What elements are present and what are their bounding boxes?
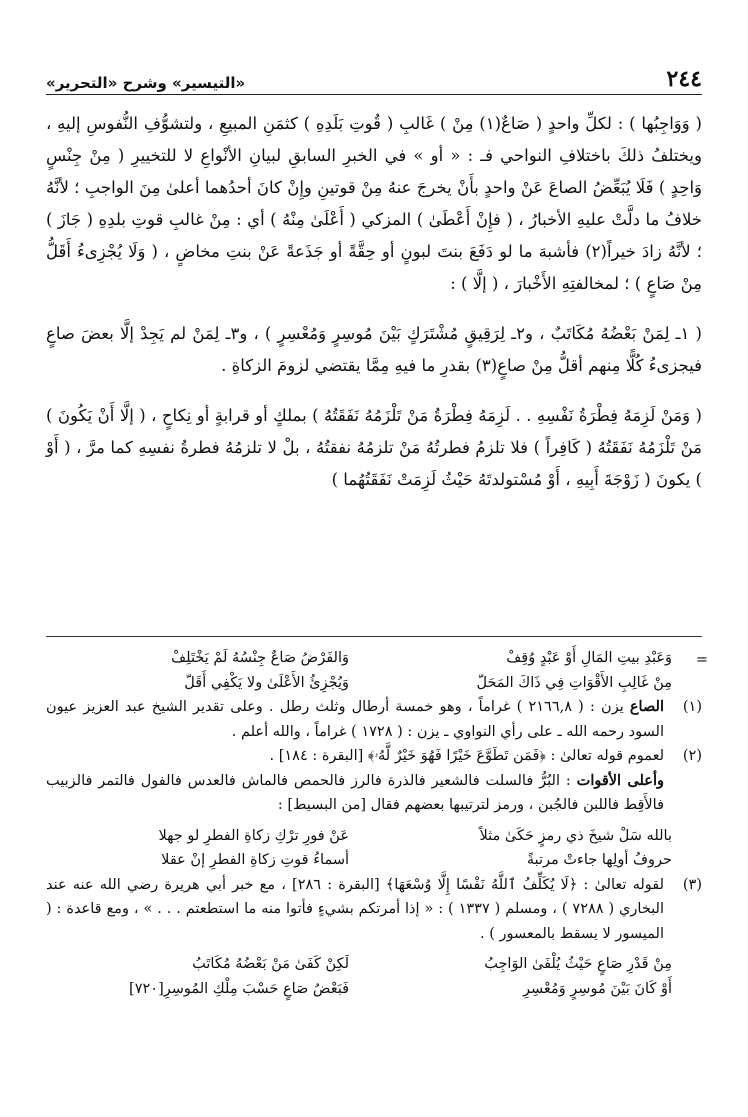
footnote-body: يزن : ( ٢١٦٦,٨ ) غراماً ، وهو خمسة أرطال وثلث رطل . وعلى تقدير الشيخ عبد العزيز عيون السود رحمه الله ـ على رأي النواوي ـ يزن : ( ١٧٢٨ ) غراماً ، والله أعلم .: [46, 699, 664, 740]
verse-hemistich: أَوْ كَانَ بَيْنَ مُوسِرٍ وَمُعْسِرِ: [523, 980, 672, 997]
verse-hemistich: وَالفَرْضُ صَاعٌ جِنْسُهُ لَمْ يَخْتَلِفْ: [171, 650, 349, 666]
footnote-1: [46, 695, 702, 744]
paragraph-obligation: ( وَوَاجِبُها ) : لكلِّ واحدٍ ( صَاعٌ(١) مِنْ ) غَالبِ ( قُوتِ بَلَدِهِ ) كثمَنِ المبيعِ ، ولتشوُّفِ النُّفوسِ إليهِ ، ويختلفُ ذلكَ باختلافِ النواحي فـ : « أو » في الخبرِ السابقِ لبيانِ الأنْواعِ لا للتخييرِ ( مِنْ جِنْسٍ وَاحِدٍ ) فَلَا يُبَعِّضُ الصاعَ عَنْ واحدٍ بأَنْ يخرجَ عنهُ مِنْ قوتينِ وإِنْ كانَ أحدُهما أعلىٰ مِنَ الواجبِ ؛ لأنَّهُ خلافُ ما دلَّتْ عليهِ الأخبارُ ، ( فإِنْ أَعْطَىٰ ) المزكي ( أَعْلَىٰ مِنْهُ ) أي : مِنْ غالبِ قوتِ بلدِهِ ( جَازَ ) ؛ لأنَّهُ زادَ خيراً(٢) فأشبهَ ما لو دَفَعَ بنتَ لبونٍ أو حِقَّةً أو جَذَعةً عَنْ بنتِ مخاضٍ ، ( وَلَا يُجْزِىءُ أَقَلُّ مِنْ صَاعٍ ) ؛ لمخالفتِهِ الأَخْبارَ ، ( إلَّا ) :: [46, 114, 702, 293]
verse-block-1: [46, 646, 702, 695]
footnote-continuation: [46, 646, 708, 695]
footnote-2-continued: [46, 769, 702, 818]
footnote-text: لقوله تعالىٰ : ﴿لَا يُكَلِّفُ ٱللَّهُ نَفْسًا إِلَّا وُسْعَهَا﴾ [البقرة : ٢٨٦] ، مع خبر أبي هريرة رضي الله عنه عند البخاري ( ٧٢٨٨ ) ، ومسلم ( ١٣٣٧ ) : « إذا أمرتكم بشيءٍ فأتوا منه ما استطعتم . . . » ، ومع قاعدة : ( الميسور لا يسقط بالمعسور ) .: [46, 876, 664, 942]
verse-hemistich: وَعَبْدِ بيتِ المَالِ أَوْ عَبْدٍ وُقِفْ: [506, 650, 672, 666]
footnote-number: (٢): [682, 748, 702, 764]
header-rule: [46, 94, 702, 95]
paragraph-dependents: ( وَمَنْ لَزِمَهُ فِطْرَةُ نَفْسِهِ . . لَزِمَهُ فِطْرَةُ مَنْ تَلْزَمُهُ نَفَقَتُهُ ) بملكٍ أو قرابةٍ أو نِكاحٍ ، ( إلَّا أَنْ يَكُونَ ) مَنْ تَلْزَمُهُ نَفَقَتُهُ ( كَافِراً ) فلا تلزمُ فطرتُهُ مَنْ تلزمُهُ نفقتُهُ ، بلْ لا تلزمُهُ فطرةُ نفسِهِ كما مرَّ ، ( أَوْ ) يكونَ ( زَوْجَةَ أَبِيهِ ، أَوْ مُسْتولدتَهُ حَيْثُ لَزِمَتْ نَفَقَتُهُما ): [46, 406, 702, 489]
verse-hemistich: عَنْ فورِ ترْكِ زكاةِ الفطرِ لو جهلا: [158, 827, 349, 844]
footnote-term: الصاع: [629, 698, 664, 715]
verse-hemistich: لَكِنْ كَفَىٰ مَنْ بَعْضُهُ مُكَاتَبُ: [192, 956, 349, 972]
running-head: [46, 64, 702, 92]
continuation-mark: =: [695, 652, 708, 668]
verse-hemistich: مِنْ قَدْرِ صَاعٍ حَيْثُ يُلْفَىٰ الوَاجِبُ: [484, 956, 672, 972]
verse-hemistich: بالله سَلْ شيخَ ذي رمزٍ حَكَىٰ مثلاً: [479, 827, 672, 844]
footnotes: [46, 646, 708, 1001]
verse-hemistich: أسماءُ قوتِ زكاةِ الفطرِ إنْ عقلا: [161, 852, 349, 868]
footnote-number: (٣): [682, 876, 702, 893]
footnote-separator: [46, 636, 702, 637]
footnote-body: : البُرُّ فالسلت فالشعير فالذرة فالرز فالحمص فالماش فالعدس فالفول فالتمر فالزبيب فالأَقِط فاللبن فالجُبن ، ورمز لترتيبها بعضهم فقال [من البسيط] :: [46, 772, 664, 813]
verse-hemistich: حروفُ أولِها جاءتْ مرتبةً: [526, 852, 672, 868]
page-number: ٢٤٤: [666, 66, 702, 92]
paragraph-exceptions: ( ١ـ لِمَنْ بَعْضُهُ مُكَاتَبٌ ، و٢ـ لِرَقِيقٍ مُشْتَرَكٍ بَيْنَ مُوسِرٍ وَمُعْسِرٍ ) ، و٣ـ لِمَنْ لم يَجِدْ إلَّا بعضَ صاعٍ فيجزىءُ كُلًّا مِنهم أقلُّ مِنْ صاعٍ(٣) بقدرِ ما فيهِ مِمَّا يقتضي لزومَ الزكاةِ .: [46, 324, 702, 375]
verse-block-3: [46, 952, 702, 1001]
footnote-3: [46, 873, 702, 947]
verse-block-2: [46, 824, 702, 873]
footnote-number: (١): [682, 699, 702, 715]
verse-hemistich: مِنْ غَالِبِ الأَقْوَاتِ فِي ذَاكَ المَحَلّ: [476, 674, 672, 691]
main-text: [46, 108, 702, 514]
footnote-2: [46, 744, 702, 769]
footnote-term: وأعلى الأقوات: [576, 771, 664, 789]
footnote-text: لعموم قوله تعالىٰ : ﴿فَمَن تَطَوَّعَ خَيْرًا فَهُوَ خَيْرٌ لَّهُۥ﴾ [البقرة : ١٨٤] .: [269, 748, 664, 764]
footnote-text: [46, 695, 664, 744]
running-title: «التيسير» وشرح «التحرير»: [46, 74, 246, 92]
verse-hemistich: فَبَعْضُ صَاعٍ حَسْبَ مِلْكِ المُوسِرِ[٧٢٠]: [129, 980, 349, 997]
verse-hemistich: وَيُجْزِئُ الأَعْلَىٰ ولا يَكْفِي أَقَلّ: [184, 674, 349, 691]
